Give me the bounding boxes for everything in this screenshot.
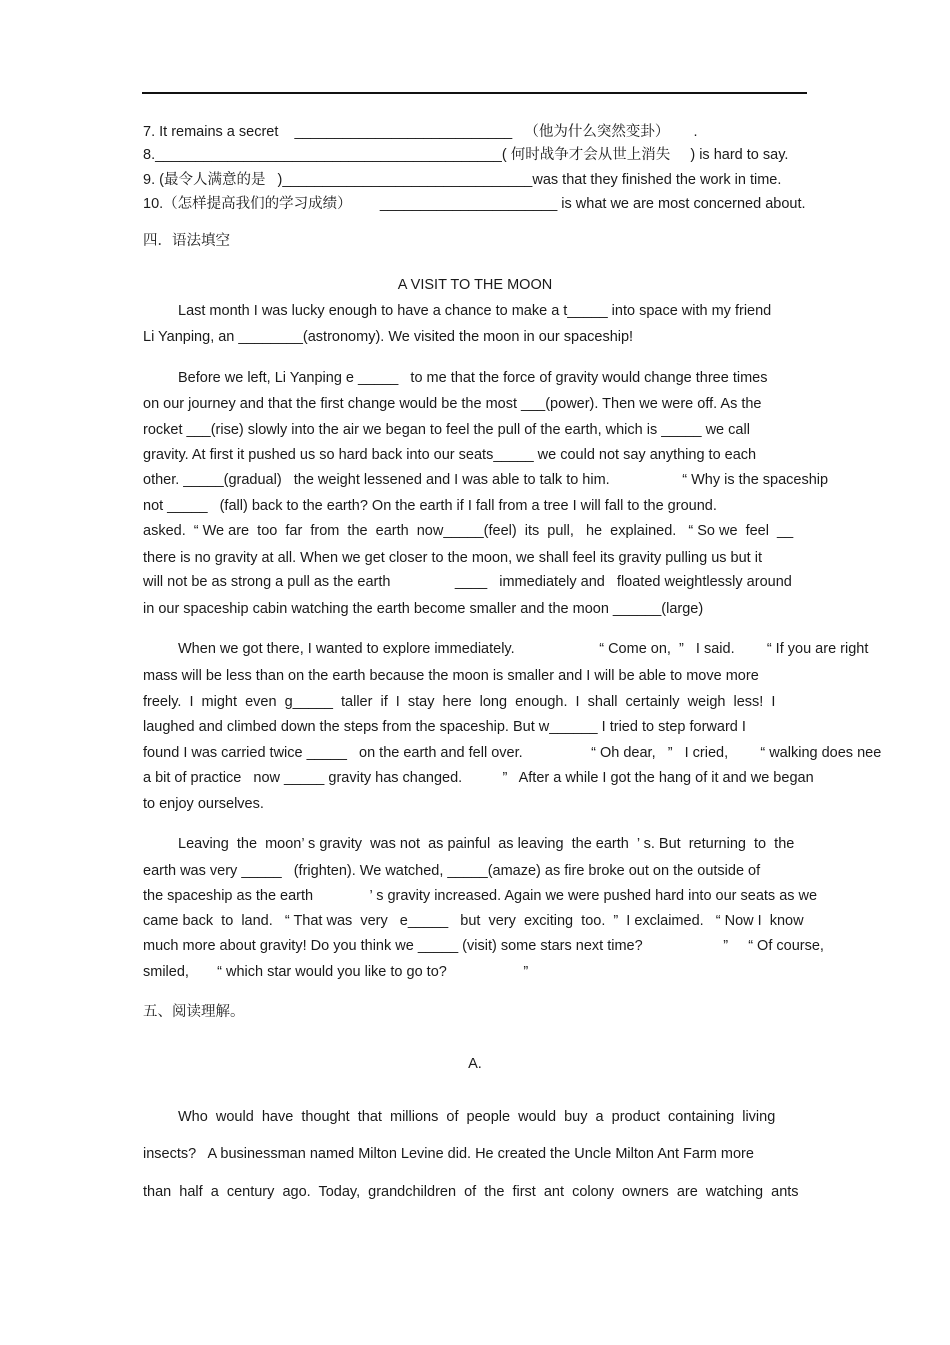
text-line: 四．语法填空 — [143, 233, 230, 249]
text-line: than half a century ago. Today, grandchildren of the first ant colony owners are watching ants — [143, 1184, 799, 1200]
text-line: When we got there, I wanted to explore immediately. “ Come on, ” I said. “ If you are right — [178, 641, 869, 657]
text-line: rocket ___(rise) slowly into the air we began to feel the pull of the earth, which is _____ we call — [143, 422, 750, 438]
text-line: smiled, “ which star would you like to go to? ” — [143, 964, 529, 980]
text-line: insects? A businessman named Milton Levine did. He created the Uncle Milton Ant Farm more — [143, 1146, 754, 1162]
text-line: Leaving the moon’ s gravity was not as painful as leaving the earth ’ s. But returning to the — [178, 836, 795, 852]
section-title: A VISIT TO THE MOON — [397, 277, 553, 293]
text-line: not _____ (fall) back to the earth? On the earth if I fall from a tree I will fall to the ground. — [143, 498, 717, 514]
text-line: 8.___________________________________________( 何时战争才会从世上消失 ) is hard to say. — [143, 147, 789, 163]
header-rule — [142, 92, 807, 94]
section-title: A. — [468, 1056, 482, 1072]
text-line: will not be as strong a pull as the earth ____ immediately and floated weightlessly around — [143, 574, 792, 590]
text-line: found I was carried twice _____ on the earth and fell over. “ Oh dear, ” I cried, “ walking does nee — [143, 745, 882, 761]
text-line: 五、阅读理解。 — [143, 1004, 245, 1020]
text-line: Li Yanping, an ________(astronomy). We visited the moon in our spaceship! — [143, 329, 634, 345]
text-line: asked. “ We are too far from the earth now_____(feel) its pull, he explained. “ So we feel __ — [143, 523, 794, 539]
text-line: 7. It remains a secret ___________________________ （他为什么突然变卦） . — [143, 124, 698, 140]
text-line: on our journey and that the first change would be the most ___(power). Then we were off. As the — [143, 396, 762, 412]
text-line: 10.（怎样提高我们的学习成绩） ______________________ is what we are most concerned about. — [143, 196, 806, 212]
text-line: there is no gravity at all. When we get closer to the moon, we shall feel its gravity pulling us but it — [143, 550, 762, 566]
text-line: earth was very _____ (frighten). We watched, _____(amaze) as fire broke out on the outside of — [143, 863, 761, 879]
text-line: gravity. At first it pushed us so hard back into our seats_____ we could not say anything to each — [143, 447, 757, 463]
text-line: Before we left, Li Yanping e _____ to me that the force of gravity would change three times — [178, 370, 768, 386]
text-line: a bit of practice now _____ gravity has changed. ” After a while I got the hang of it and we began — [143, 770, 814, 786]
text-line: came back to land. “ That was very e_____ but very exciting too. ” I exclaimed. “ Now I know — [143, 913, 804, 929]
text-line: Last month I was lucky enough to have a chance to make a t_____ into space with my friend — [178, 303, 772, 319]
text-line: the spaceship as the earth ’ s gravity increased. Again we were pushed hard into our seats as we — [143, 888, 818, 904]
text-line: to enjoy ourselves. — [143, 796, 264, 812]
text-line: 9. (最令人满意的是 )_______________________________was that they finished the work in time. — [143, 172, 782, 188]
text-line: mass will be less than on the earth because the moon is smaller and I will be able to move more — [143, 668, 759, 684]
text-line: in our spaceship cabin watching the earth become smaller and the moon ______(large) — [143, 601, 704, 617]
text-line: other. _____(gradual) the weight lessened and I was able to talk to him. “ Why is the spaceship — [143, 472, 829, 488]
text-line: freely. I might even g_____ taller if I stay here long enough. I shall certainly weigh less! I — [143, 694, 776, 710]
text-line: laughed and climbed down the steps from the spaceship. But w______ I tried to step forward I — [143, 719, 746, 735]
text-line: Who would have thought that millions of people would buy a product containing living — [178, 1109, 776, 1125]
text-line: much more about gravity! Do you think we _____ (visit) some stars next time? ” “ Of course, — [143, 938, 824, 954]
